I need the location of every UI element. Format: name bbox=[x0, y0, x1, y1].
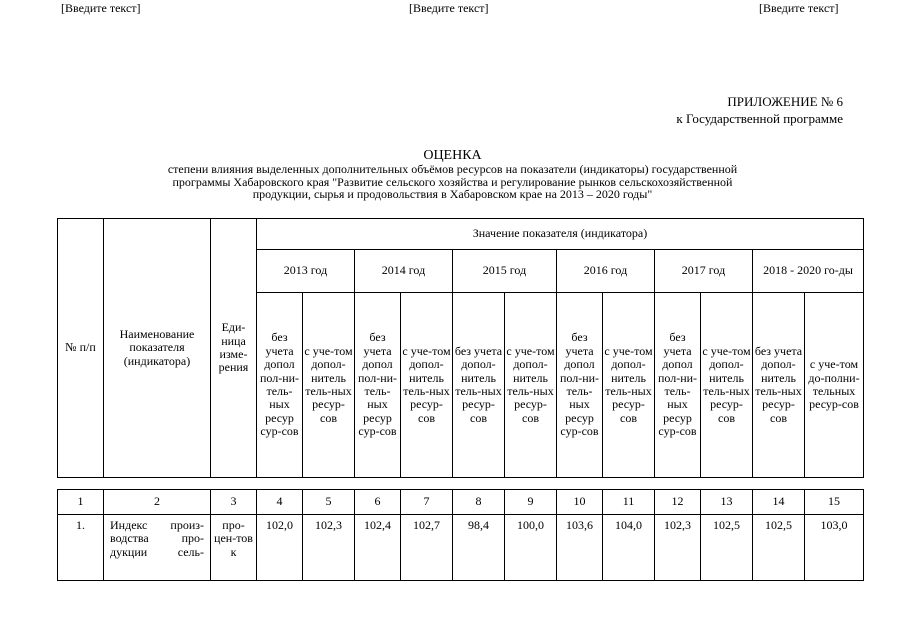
row-number: 1. bbox=[58, 515, 104, 581]
row-value: 104,0 bbox=[603, 515, 655, 581]
header-year: 2015 год bbox=[453, 250, 557, 293]
row-value: 102,7 bbox=[401, 515, 453, 581]
header-with-additional: с уче-том допол-нитель тель-ных ресур-сов bbox=[603, 293, 655, 478]
row-value: 102,5 bbox=[701, 515, 753, 581]
header-without-additional: без учета допол пол-ни-тель-ных ресур сур-сов bbox=[655, 293, 701, 478]
page-header-right: [Введите текст] bbox=[759, 1, 839, 15]
row-unit: про-цен-тов к bbox=[211, 515, 257, 581]
title-line-1: степени влияния выделенных дополнительных объёмов ресурсов на показатели (индикаторы) государственной bbox=[167, 162, 738, 176]
column-number: 4 bbox=[257, 490, 303, 515]
column-number: 10 bbox=[557, 490, 603, 515]
column-number: 11 bbox=[603, 490, 655, 515]
row-value: 102,5 bbox=[753, 515, 805, 581]
column-number: 1 bbox=[58, 490, 104, 515]
table-header bbox=[57, 218, 864, 478]
header-without-additional: без учета допол пол-ни-тель-ных ресур сур-сов bbox=[257, 293, 303, 478]
column-number: 7 bbox=[401, 490, 453, 515]
appendix-line-1: ПРИЛОЖЕНИЕ № 6 bbox=[727, 94, 843, 109]
header-without-additional: без учета допол пол-ни-тель-ных ресур сур-сов bbox=[557, 293, 603, 478]
column-number: 15 bbox=[805, 490, 864, 515]
column-number-row bbox=[58, 490, 864, 515]
header-with-additional: с уче-том до-полни-тельных ресур-сов bbox=[805, 293, 864, 478]
title-line-2: программы Хабаровского края "Развитие сельского хозяйства и регулирование рынков сельскохозяйственной bbox=[172, 174, 733, 189]
header-number: № п/п bbox=[58, 219, 104, 478]
header-with-additional: с уче-том допол-нитель тель-ных ресур-сов bbox=[303, 293, 355, 478]
appendix-line-2: к Государственной программе bbox=[676, 111, 843, 126]
column-number: 3 bbox=[211, 490, 257, 515]
column-number: 13 bbox=[701, 490, 753, 515]
title-heading: ОЦЕНКА bbox=[423, 148, 482, 163]
header-year: 2013 год bbox=[257, 250, 355, 293]
header-indicator-name: Наименование показателя (индикатора) bbox=[104, 219, 211, 478]
row-value: 103,6 bbox=[557, 515, 603, 581]
column-number: 12 bbox=[655, 490, 701, 515]
row-value: 100,0 bbox=[505, 515, 557, 581]
header-year: 2016 год bbox=[557, 250, 655, 293]
column-number: 9 bbox=[505, 490, 557, 515]
data-table bbox=[57, 489, 864, 581]
column-number: 5 bbox=[303, 490, 355, 515]
header-without-additional: без учета допол-нитель тель-ных ресур-сов bbox=[453, 293, 505, 478]
header-without-additional: без учета допол пол-ни-тель-ных ресур сур-сов bbox=[355, 293, 401, 478]
page-header-center: [Введите текст] bbox=[409, 1, 489, 15]
header-value-group: Значение показателя (индикатора) bbox=[257, 219, 864, 250]
row-value: 102,3 bbox=[303, 515, 355, 581]
column-number: 6 bbox=[355, 490, 401, 515]
header-with-additional: с уче-том допол-нитель тель-ных ресур-сов bbox=[505, 293, 557, 478]
column-number: 14 bbox=[753, 490, 805, 515]
document-title bbox=[62, 148, 843, 201]
header-unit: Еди-ница изме-рения bbox=[211, 219, 257, 478]
page-header-left: [Введите текст] bbox=[61, 1, 141, 15]
title-line-3: продукции, сырья и продовольствия в Хабаровском крае на 2013 – 2020 годы" bbox=[252, 187, 653, 201]
row-indicator-name: Индекс произ-водства про-дукции сель- bbox=[104, 515, 211, 581]
header-year: 2014 год bbox=[355, 250, 453, 293]
column-number: 2 bbox=[104, 490, 211, 515]
table-row bbox=[58, 515, 864, 581]
header-year: 2018 - 2020 го-ды bbox=[753, 250, 864, 293]
row-value: 103,0 bbox=[805, 515, 864, 581]
row-value: 102,3 bbox=[655, 515, 701, 581]
row-value: 98,4 bbox=[453, 515, 505, 581]
row-value: 102,4 bbox=[355, 515, 401, 581]
header-with-additional: с уче-том допол-нитель тель-ных ресур-сов bbox=[701, 293, 753, 478]
row-value: 102,0 bbox=[257, 515, 303, 581]
header-with-additional: с уче-том допол-нитель тель-ных ресур-сов bbox=[401, 293, 453, 478]
header-without-additional: без учета допол-нитель тель-ных ресур-сов bbox=[753, 293, 805, 478]
column-number: 8 bbox=[453, 490, 505, 515]
header-year: 2017 год bbox=[655, 250, 753, 293]
appendix-note bbox=[676, 93, 843, 127]
